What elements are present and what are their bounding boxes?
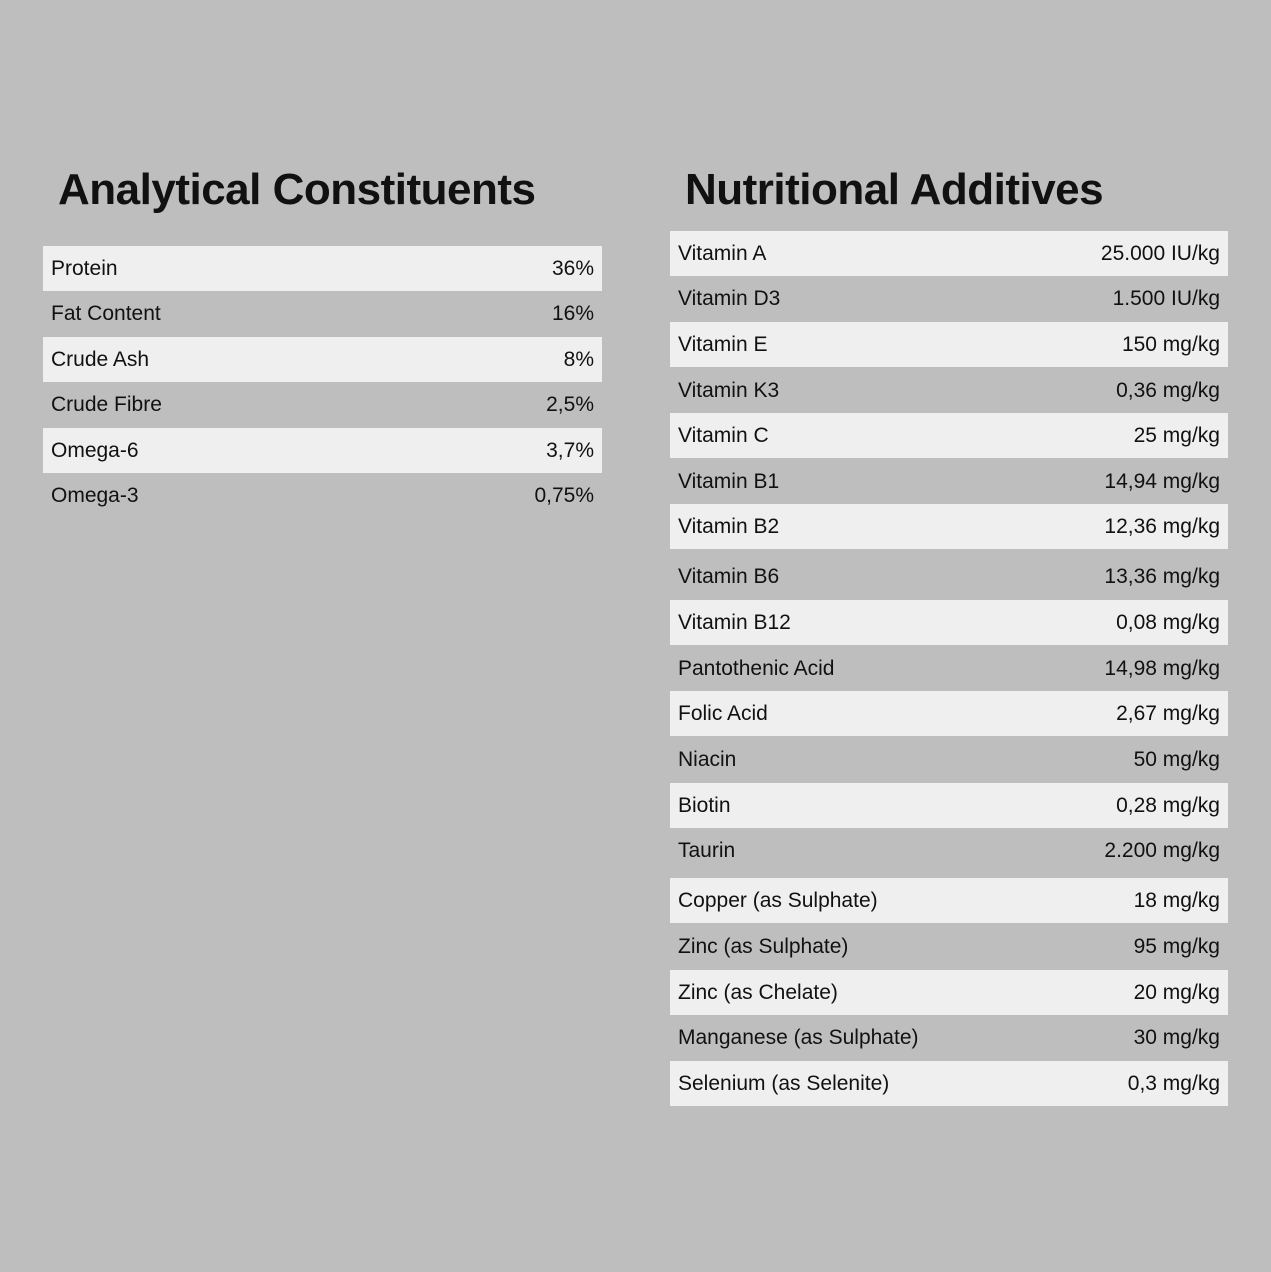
- table-row: [670, 322, 1228, 367]
- analytical-constituents-title: Analytical Constituents: [58, 165, 536, 214]
- nutrient-value: 95 mg/kg: [1133, 934, 1220, 958]
- nutrient-value: 36%: [551, 256, 594, 280]
- table-row: [670, 924, 1228, 969]
- nutrient-value: 30 mg/kg: [1133, 1025, 1220, 1049]
- nutrient-value: 3,7%: [546, 438, 594, 462]
- nutrient-value: 2,67 mg/kg: [1116, 701, 1220, 725]
- table-row: [43, 428, 602, 473]
- nutrient-name: Omega-6: [51, 438, 139, 462]
- table-row: [670, 1015, 1228, 1060]
- table-row: [670, 646, 1228, 691]
- nutrient-value: 1.500 IU/kg: [1112, 286, 1220, 310]
- nutrient-value: 14,98 mg/kg: [1104, 656, 1220, 680]
- nutrient-name: Taurin: [678, 838, 736, 862]
- nutrient-value: 0,3 mg/kg: [1127, 1071, 1220, 1095]
- nutritional-additives-table: [670, 231, 1228, 1106]
- nutrient-name: Selenium (as Selenite): [678, 1071, 890, 1095]
- nutrient-name: Vitamin B2: [678, 514, 780, 538]
- nutrient-name: Biotin: [678, 793, 731, 817]
- table-row: [670, 368, 1228, 413]
- nutrient-name: Vitamin K3: [678, 378, 780, 402]
- table-row: [670, 828, 1228, 873]
- table-row: [43, 246, 602, 291]
- nutrient-value: 2.200 mg/kg: [1104, 838, 1220, 862]
- nutrient-value: 14,94 mg/kg: [1104, 469, 1220, 493]
- nutrient-name: Fat Content: [51, 302, 161, 325]
- nutrient-name: Omega-3: [51, 484, 139, 507]
- nutrient-name: Vitamin A: [678, 241, 767, 265]
- nutritional-additives-title: Nutritional Additives: [685, 165, 1104, 214]
- nutrient-name: Vitamin B12: [678, 610, 791, 634]
- nutrient-name: Protein: [51, 256, 118, 280]
- nutrient-name: Zinc (as Sulphate): [678, 934, 849, 958]
- nutrient-value: 50 mg/kg: [1133, 747, 1220, 771]
- nutrient-name: Vitamin B1: [678, 469, 780, 493]
- table-row: [670, 783, 1228, 828]
- table-row: [670, 413, 1228, 458]
- table-row: [670, 276, 1228, 321]
- nutrient-name: Vitamin C: [678, 423, 769, 447]
- table-row: [43, 383, 602, 428]
- nutrient-value: 18 mg/kg: [1133, 888, 1220, 912]
- table-row: [670, 504, 1228, 549]
- nutrient-value: 2,5%: [546, 393, 594, 416]
- table-row: [670, 1061, 1228, 1106]
- table-row: [670, 737, 1228, 782]
- table-row: [670, 459, 1228, 504]
- nutrient-name: Copper (as Sulphate): [678, 888, 878, 912]
- nutrient-value: 0,08 mg/kg: [1116, 610, 1220, 634]
- nutrient-value: 150 mg/kg: [1121, 332, 1220, 356]
- nutrient-value: 0,75%: [534, 484, 594, 507]
- nutrient-value: 12,36 mg/kg: [1104, 514, 1220, 538]
- nutrient-value: 25 mg/kg: [1133, 423, 1220, 447]
- nutrient-name: Folic Acid: [678, 701, 768, 725]
- nutrient-name: Pantothenic Acid: [678, 656, 835, 680]
- table-row: [670, 600, 1228, 645]
- nutrient-name: Vitamin D3: [678, 286, 781, 310]
- nutrient-value: 8%: [563, 347, 594, 371]
- table-row: [670, 970, 1228, 1015]
- nutrient-name: Crude Fibre: [51, 393, 162, 416]
- nutrient-value: 0,28 mg/kg: [1116, 793, 1220, 817]
- analytical-constituents-table: [43, 246, 602, 519]
- table-row: [670, 878, 1228, 923]
- nutrient-name: Vitamin B6: [678, 564, 780, 588]
- table-row: [43, 474, 602, 519]
- nutrient-name: Manganese (as Sulphate): [678, 1025, 919, 1049]
- table-row: [670, 554, 1228, 599]
- nutrient-value: 20 mg/kg: [1133, 980, 1220, 1004]
- nutrient-value: 0,36 mg/kg: [1116, 378, 1220, 402]
- nutrient-value: 16%: [551, 302, 594, 325]
- table-row: [43, 292, 602, 337]
- nutrient-value: 25.000 IU/kg: [1100, 241, 1220, 265]
- nutrient-name: Vitamin E: [678, 332, 768, 356]
- nutrient-name: Crude Ash: [51, 347, 150, 371]
- table-row: [670, 231, 1228, 276]
- table-row: [670, 691, 1228, 736]
- nutrient-name: Niacin: [678, 747, 737, 771]
- table-row: [43, 337, 602, 382]
- nutrient-name: Zinc (as Chelate): [678, 980, 838, 1004]
- nutrient-value: 13,36 mg/kg: [1104, 564, 1220, 588]
